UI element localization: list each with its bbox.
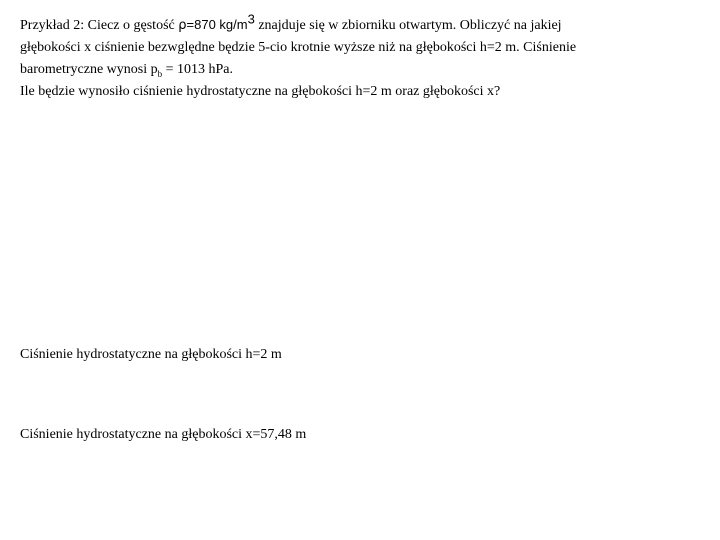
- density-expression: =870 kg/m: [186, 17, 248, 32]
- rho-symbol: ρ: [178, 18, 187, 33]
- answer-hydrostatic-h: Ciśnienie hydrostatyczne na głębokości h=2 m: [20, 347, 282, 362]
- problem-line-2: głębokości x ciśnienie bezwględne będzie 5-cio krotnie wyższe niż na głębokości h=2 m. Ciśnienie: [20, 40, 577, 55]
- problem-lead: Przykład 2: Ciecz o gęstość: [20, 18, 179, 33]
- barometric-lead: barometryczne wynosi p: [20, 62, 158, 77]
- problem-statement: [20, 11, 680, 103]
- question-line: Ile będzie wynosiło ciśnienie hydrostatyczne na głębokości h=2 m oraz głębokości x?: [20, 84, 501, 99]
- pressure-subscript: b: [157, 68, 163, 79]
- problem-line-1: [20, 11, 680, 37]
- density-exponent: 3: [247, 11, 255, 27]
- problem-line-1-rest: znajduje się w zbiorniku otwartym. Obliczyć na jakiej: [254, 18, 562, 33]
- problem-line-3: [20, 59, 680, 81]
- answer-hydrostatic-x: Ciśnienie hydrostatyczne na głębokości x=57,48 m: [20, 427, 307, 442]
- barometric-value: = 1013 hPa.: [162, 62, 234, 77]
